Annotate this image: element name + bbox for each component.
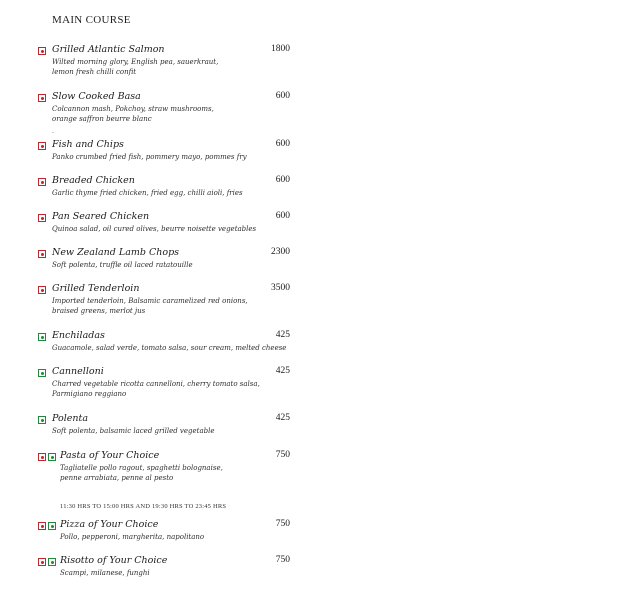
veg-icon	[48, 522, 56, 530]
item-name: Slow Cooked Basa	[52, 91, 141, 102]
non-veg-icon	[38, 453, 46, 461]
item-price: 600	[275, 211, 290, 221]
item-description	[52, 57, 218, 77]
diet-marks	[38, 250, 46, 258]
diet-marks	[38, 558, 56, 566]
item-name: Pizza of Your Choice	[60, 519, 159, 530]
veg-icon	[48, 558, 56, 566]
non-veg-icon	[38, 522, 46, 530]
item-name: Enchiladas	[52, 330, 105, 341]
non-veg-icon	[38, 286, 46, 294]
veg-icon	[38, 416, 46, 424]
item-description	[60, 532, 204, 542]
item-price: 3500	[271, 283, 290, 293]
stray-mark: .	[52, 128, 54, 135]
description-line: Quinoa salad, oil cured olives, beurre noisette vegetables	[52, 225, 257, 233]
item-description	[52, 224, 256, 234]
non-veg-icon	[38, 214, 46, 222]
item-price: 600	[275, 139, 290, 149]
item-name: Cannelloni	[52, 366, 104, 377]
diet-marks	[38, 47, 46, 55]
description-line: Scampi, milanese, funghi	[60, 569, 150, 577]
description-line: Charred vegetable ricotta cannelloni, cherry tomato salsa,	[52, 380, 260, 388]
item-price: 750	[275, 450, 290, 460]
item-description	[52, 379, 260, 399]
non-veg-icon	[38, 142, 46, 150]
item-description	[60, 568, 150, 578]
diet-marks	[38, 214, 46, 222]
item-name: Risotto of Your Choice	[60, 555, 168, 566]
page-title: MAIN COURSE	[52, 14, 131, 26]
diet-marks	[38, 333, 46, 341]
description-line: Panko crumbed fried fish, pommery mayo, pommes fry	[52, 153, 247, 161]
item-name: Fish and Chips	[52, 139, 124, 150]
item-description	[52, 343, 286, 353]
item-price: 1800	[271, 44, 290, 54]
description-line: Wilted morning glory, English pea, sauerkraut,	[52, 58, 219, 66]
description-line: Guacamole, salad verde, tomato salsa, sour cream, melted cheese	[52, 344, 287, 352]
non-veg-icon	[38, 250, 46, 258]
diet-marks	[38, 522, 56, 530]
description-line: Colcannon mash, Pokchoy, straw mushrooms,	[52, 105, 214, 113]
item-description	[52, 296, 248, 316]
diet-marks	[38, 94, 46, 102]
description-line: Garlic thyme fried chicken, fried egg, chilli aioli, fries	[52, 189, 243, 197]
non-veg-icon	[38, 178, 46, 186]
description-line: penne arrabiata, penne al pesto	[60, 474, 174, 482]
item-name: Breaded Chicken	[52, 175, 135, 186]
item-name: Pasta of Your Choice	[60, 450, 160, 461]
description-line: lemon fresh chilli confit	[52, 68, 137, 76]
item-description	[60, 463, 223, 483]
item-name: Polenta	[52, 413, 88, 424]
item-name: Pan Seared Chicken	[52, 211, 150, 222]
item-price: 425	[275, 330, 290, 340]
item-description	[52, 152, 247, 162]
item-price: 750	[275, 519, 290, 529]
non-veg-icon	[38, 94, 46, 102]
item-description	[52, 426, 214, 436]
item-description	[52, 188, 243, 198]
description-line: Soft polenta, balsamic laced grilled vegetable	[52, 427, 215, 435]
item-price: 600	[275, 91, 290, 101]
description-line: orange saffron beurre blanc	[52, 115, 152, 123]
veg-icon	[38, 333, 46, 341]
description-line: Parmigiano reggiano	[52, 390, 127, 398]
diet-marks	[38, 142, 46, 150]
non-veg-icon	[38, 558, 46, 566]
service-hours-note: 11:30 HRS TO 15:00 HRS AND 19:30 HRS TO 23:45 HRS	[60, 503, 227, 510]
diet-marks	[38, 178, 46, 186]
veg-icon	[48, 453, 56, 461]
diet-marks	[38, 453, 56, 461]
description-line: Imported tenderloin, Balsamic caramelized red onions,	[52, 297, 248, 305]
item-name: New Zealand Lamb Chops	[52, 247, 180, 258]
item-price: 600	[275, 175, 290, 185]
item-price: 2300	[271, 247, 290, 257]
item-name: Grilled Atlantic Salmon	[52, 44, 165, 55]
item-description	[52, 104, 214, 124]
non-veg-icon	[38, 47, 46, 55]
description-line: Soft polenta, truffle oil laced ratatouille	[52, 261, 193, 269]
item-name: Grilled Tenderloin	[52, 283, 140, 294]
description-line: Tagliatelle pollo ragout, spaghetti bolognaise,	[60, 464, 223, 472]
description-line: Pollo, pepperoni, margherita, napolitano	[60, 533, 205, 541]
item-price: 425	[275, 366, 290, 376]
veg-icon	[38, 369, 46, 377]
item-price: 750	[275, 555, 290, 565]
item-price: 425	[275, 413, 290, 423]
diet-marks	[38, 369, 46, 377]
diet-marks	[38, 416, 46, 424]
diet-marks	[38, 286, 46, 294]
item-description	[52, 260, 193, 270]
description-line: braised greens, merlot jus	[52, 307, 146, 315]
